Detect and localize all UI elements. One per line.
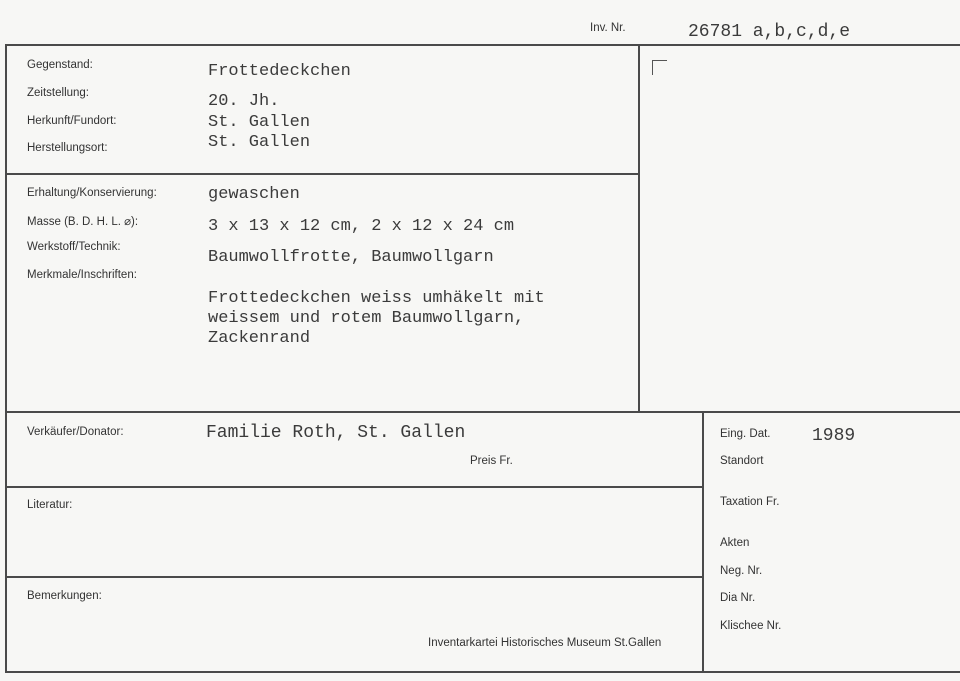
akten-label: Akten [720, 537, 750, 549]
eing-dat-label: Eing. Dat. [720, 428, 771, 440]
gegenstand-value: Frottedeckchen [208, 62, 351, 81]
neg-nr-label: Neg. Nr. [720, 565, 763, 577]
merkmale-line-1: Frottedeckchen weiss umhäkelt mit [208, 289, 545, 308]
herstellungsort-label: Herstellungsort: [27, 142, 108, 154]
center-rule [638, 44, 640, 412]
dia-nr-label: Dia Nr. [720, 592, 756, 604]
herkunft-label: Herkunft/Fundort: [27, 115, 117, 127]
right-column-rule [702, 411, 704, 672]
bottom-rule [5, 671, 960, 673]
section-rule-1 [5, 173, 639, 175]
section-rule-3 [5, 486, 703, 488]
klischee-nr-label: Klischee Nr. [720, 620, 782, 632]
eing-dat-value: 1989 [812, 426, 856, 446]
section-rule-4 [5, 576, 703, 578]
herstellungsort-value: St. Gallen [208, 133, 311, 152]
preis-label: Preis Fr. [470, 455, 513, 467]
werkstoff-value: Baumwollfrotte, Baumwollgarn [208, 248, 494, 267]
gegenstand-label: Gegenstand: [27, 59, 93, 71]
footer-text: Inventarkartei Historisches Museum St.Gallen [428, 637, 662, 649]
erhaltung-value: gewaschen [208, 185, 300, 204]
verkaeufer-label: Verkäufer/Donator: [27, 426, 124, 438]
herkunft-value: St. Gallen [208, 113, 311, 132]
masse-value: 3 x 13 x 12 cm, 2 x 12 x 24 cm [208, 217, 515, 236]
inv-nr-label: Inv. Nr. [590, 22, 626, 34]
taxation-label: Taxation Fr. [720, 496, 780, 508]
merkmale-label: Merkmale/Inschriften: [27, 269, 137, 281]
merkmale-line-2: weissem und rotem Baumwollgarn, [208, 309, 525, 328]
werkstoff-label: Werkstoff/Technik: [27, 241, 121, 253]
merkmale-line-3: Zackenrand [208, 329, 311, 348]
masse-label: Masse (B. D. H. L. ⌀): [27, 216, 139, 228]
erhaltung-label: Erhaltung/Konservierung: [27, 187, 157, 199]
section-rule-2 [5, 411, 960, 413]
standort-label: Standort [720, 455, 764, 467]
literatur-label: Literatur: [27, 499, 73, 511]
inv-nr-value: 26781 a,b,c,d,e [688, 22, 851, 42]
zeitstellung-label: Zeitstellung: [27, 87, 90, 99]
verkaeufer-value: Familie Roth, St. Gallen [206, 423, 466, 443]
bemerkungen-label: Bemerkungen: [27, 590, 102, 602]
zeitstellung-value: 20. Jh. [208, 92, 280, 111]
corner-mark [652, 60, 667, 75]
top-rule [5, 44, 960, 46]
